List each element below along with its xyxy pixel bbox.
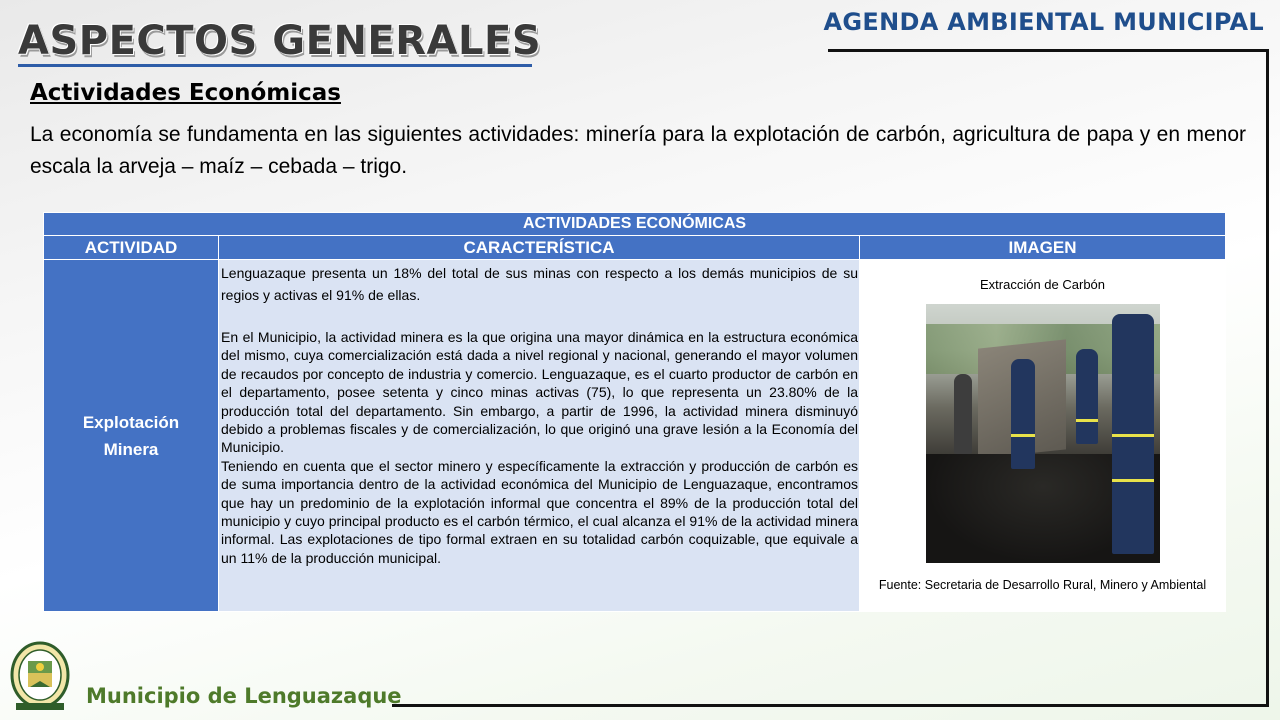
section-subtitle: Actividades Económicas bbox=[30, 80, 341, 106]
activities-table bbox=[43, 212, 1226, 612]
activity-name-line2: Minera bbox=[103, 439, 159, 459]
characteristic-cell bbox=[219, 260, 860, 612]
image-cell bbox=[860, 260, 1226, 612]
characteristic-paragraph-2: En el Municipio, la actividad minera es la que origina una mayor dinámica en la estructura económica del mismo, cuya comercialización está dada a nivel regional y nacional, generando el mayor volumen de recaudos por concepto de industria y comercio. Lenguazaque, es el cuarto productor de carbón en el departamento, posee setenta y cinco minas activas (75), lo que representa un 23.80% de la producción total del departamento. Sin embargo, a partir de 1996, la actividad minera disminuyó debido a problemas fiscales y de comercialización, lo que originó una grave lesión a la Economía del Municipio. bbox=[221, 329, 858, 456]
agenda-heading: AGENDA AMBIENTAL MUNICIPAL bbox=[823, 8, 1264, 36]
characteristic-paragraph-3: Teniendo en cuenta que el sector minero y específicamente la extracción y producción de carbón es de suma importancia dentro de la actividad económica del Municipio de Lenguazaque, encontramos que hay un predominio de la explotación informal que concentra el 89% de la producción total del municipio y cuyo principal producto es el carbón térmico, el cual alcanza el 91% de la actividad minera informal. Las explotaciones de tipo formal extraen en su totalidad carbón coquizable, que equivale a un 11% de la producción municipal. bbox=[221, 457, 858, 566]
municipal-seal-icon bbox=[10, 641, 70, 713]
table-row bbox=[44, 260, 1226, 612]
characteristic-paragraph-1: Lenguazaque presenta un 18% del total de sus minas con respecto a los demás municipios de su regios y activas el 91% de ellas. bbox=[221, 265, 858, 303]
frame-line-bottom bbox=[392, 704, 1269, 707]
footer-municipality: Municipio de Lenguazaque bbox=[86, 684, 402, 708]
table-title: ACTIVIDADES ECONÓMICAS bbox=[44, 213, 1226, 236]
frame-line-top bbox=[828, 49, 1268, 52]
image-source: Fuente: Secretaria de Desarrollo Rural, Minero y Ambiental bbox=[878, 578, 1207, 592]
column-header-characteristic: CARACTERÍSTICA bbox=[219, 236, 860, 260]
page-title: ASPECTOS GENERALES bbox=[18, 18, 542, 64]
title-underline bbox=[18, 64, 532, 67]
column-header-activity: ACTIVIDAD bbox=[44, 236, 219, 260]
column-header-image: IMAGEN bbox=[860, 236, 1226, 260]
coal-extraction-photo bbox=[926, 304, 1160, 563]
intro-paragraph: La economía se fundamenta en las siguientes actividades: minería para la explotación de carbón, agricultura de papa y en menor escala la arveja – maíz – cebada – trigo. bbox=[30, 123, 1246, 178]
image-caption: Extracción de Carbón bbox=[980, 277, 1106, 292]
activity-cell bbox=[44, 260, 219, 612]
frame-line-right bbox=[1266, 49, 1269, 707]
activity-name-line1: Explotación bbox=[82, 412, 180, 432]
